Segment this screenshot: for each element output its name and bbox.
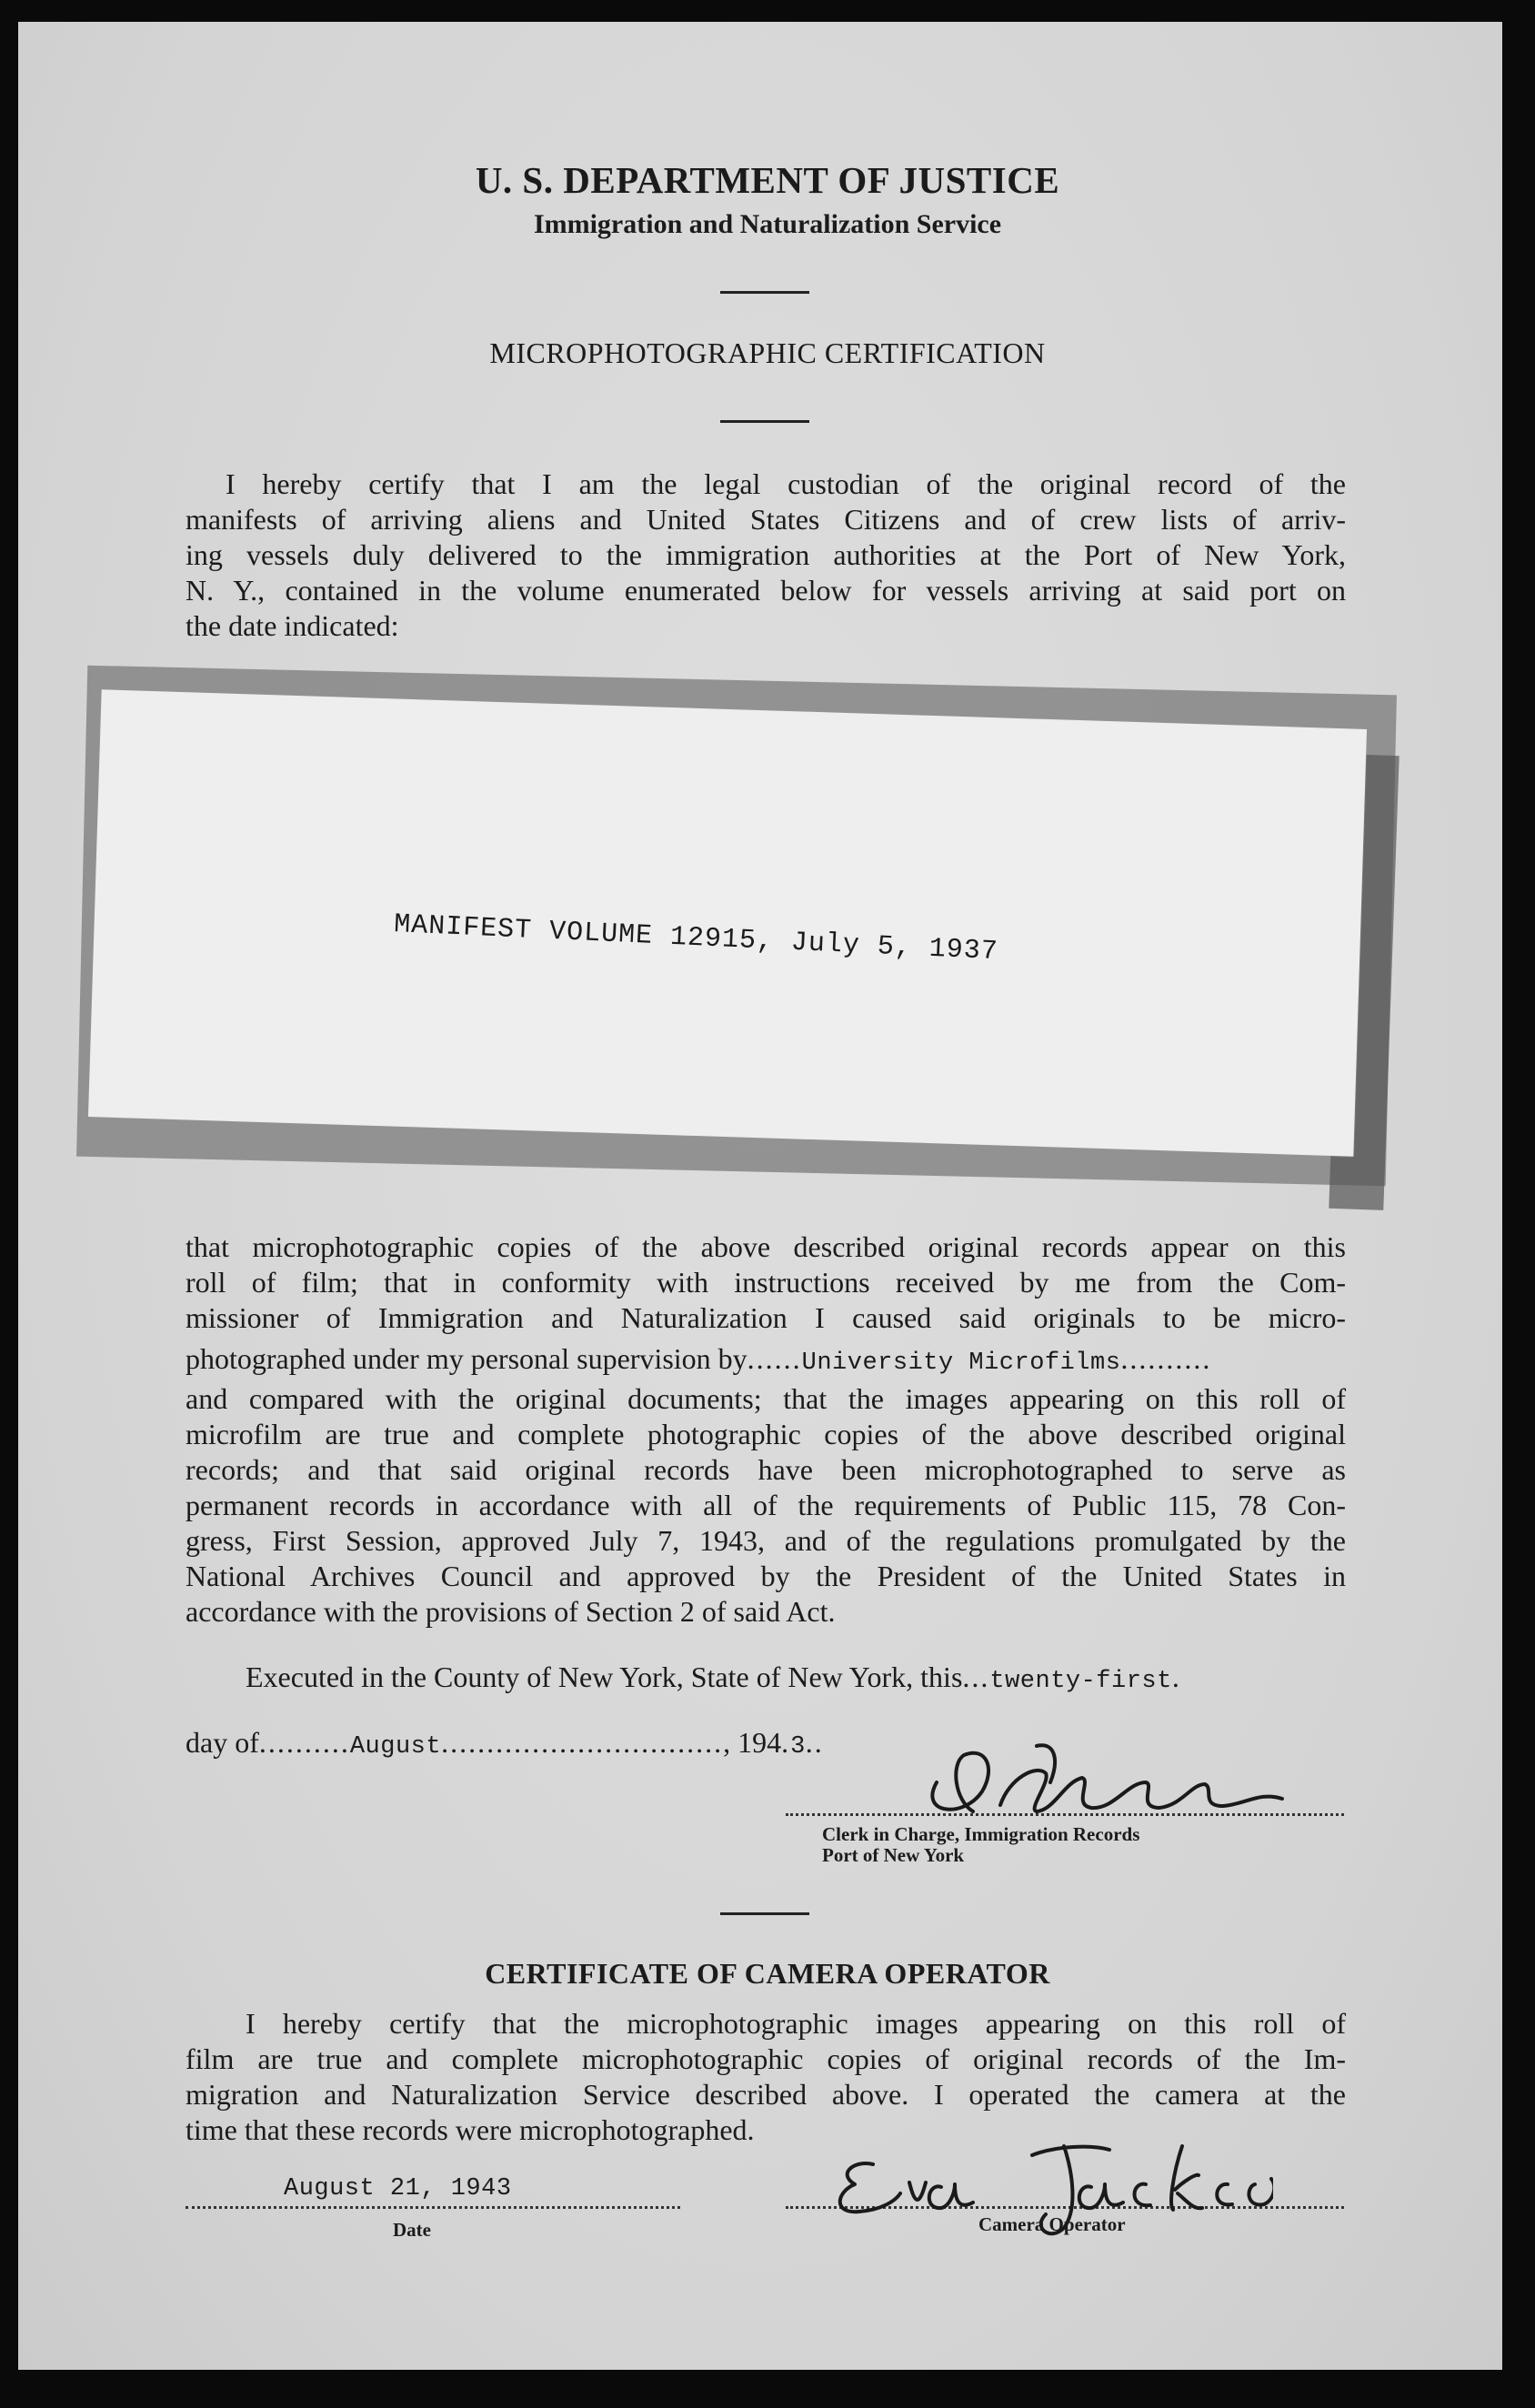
year-prefix: , 194	[723, 1726, 782, 1759]
clerk-title-2: Port of New York	[822, 1844, 965, 1866]
camera-line: time that these records were microphotographed.	[186, 2113, 755, 2146]
intro-line: N. Y., contained in the volume enumerated below for vessels arriving at said port on	[186, 574, 1346, 607]
intro-line: I hereby certify that I am the legal custodian of the original record of the	[226, 467, 1346, 500]
body-line: gress, First Session, approved July 7, 1943, and of the regulations promulgated by the	[186, 1524, 1346, 1557]
date-label: Date	[393, 2219, 431, 2241]
body-line: and compared with the original documents; that the images appearing on this roll of	[186, 1382, 1346, 1415]
department-heading: U. S. DEPARTMENT OF JUSTICE	[475, 159, 1060, 201]
manifest-volume-label: MANIFEST VOLUME 12915, July 5, 1937	[393, 909, 999, 968]
intro-line: the date indicated:	[186, 609, 399, 642]
photographed-line: photographed under my personal supervision by......University Microfilms..........	[186, 1342, 1212, 1377]
execution-prefix: Executed in the County of New York, State of New York, this	[246, 1661, 963, 1693]
photographed-prefix: photographed under my personal supervision by	[186, 1342, 747, 1375]
camera-line: migration and Naturalization Service described above. I operated the camera at the	[186, 2078, 1346, 2111]
execution-line: Executed in the County of New York, State of New York, this...twenty-first.	[246, 1661, 1181, 1695]
body-line: accordance with the provisions of Section 2 of said Act.	[186, 1595, 836, 1628]
camera-operator-label: Camera Operator	[978, 2213, 1126, 2235]
camera-line: film are true and complete microphotographic copies of original records of the Im-	[186, 2042, 1346, 2075]
year-digit: 3	[790, 1733, 806, 1761]
day-of-label: day of	[186, 1726, 259, 1759]
divider-rule	[720, 1912, 809, 1915]
date-of-line: day of..........August..............................., 194.3..	[186, 1726, 824, 1761]
intro-line: ing vessels duly delivered to the immigration authorities at the Port of New York,	[186, 538, 1346, 571]
camera-date-value: August 21, 1943	[284, 2175, 512, 2202]
form-title: MICROPHOTOGRAPHIC CERTIFICATION	[489, 336, 1046, 369]
camera-certificate-title: CERTIFICATE OF CAMERA OPERATOR	[485, 1957, 1050, 1990]
intro-line: manifests of arriving aliens and United States Citizens and of crew lists of arriv-	[186, 503, 1346, 536]
body-line: permanent records in accordance with all of the requirements of Public 115, 78 Con-	[186, 1489, 1346, 1521]
service-subheading: Immigration and Naturalization Service	[533, 209, 1002, 239]
date-line	[186, 2206, 680, 2209]
body-line: microfilm are true and complete photographic copies of the above described original	[186, 1418, 1346, 1450]
body-line: records; and that said original records have been microphotographed to serve as	[186, 1453, 1346, 1486]
divider-rule	[720, 420, 809, 423]
body-line: missioner of Immigration and Naturalization I caused said originals to be micro-	[186, 1301, 1346, 1334]
body-line: National Archives Council and approved by the President of the United States in	[186, 1560, 1346, 1592]
intro-paragraph	[186, 467, 1346, 644]
execution-day-value: twenty-first	[989, 1668, 1172, 1695]
clerk-signature	[900, 1728, 1300, 1828]
manifest-insert-slip	[88, 689, 1367, 1156]
body-line: roll of film; that in conformity with instructions received by me from the Com-	[186, 1266, 1346, 1299]
camera-line: I hereby certify that the microphotographic images appearing on this roll of	[246, 2007, 1346, 2040]
body-line: that microphotographic copies of the above described original records appear on this	[186, 1230, 1346, 1263]
photographer-value: University Microfilms	[801, 1349, 1121, 1377]
certification-paragraph	[186, 1229, 1346, 1630]
divider-rule	[720, 291, 809, 294]
execution-month-value: August	[349, 1733, 442, 1761]
clerk-title-1: Clerk in Charge, Immigration Records	[822, 1823, 1140, 1845]
